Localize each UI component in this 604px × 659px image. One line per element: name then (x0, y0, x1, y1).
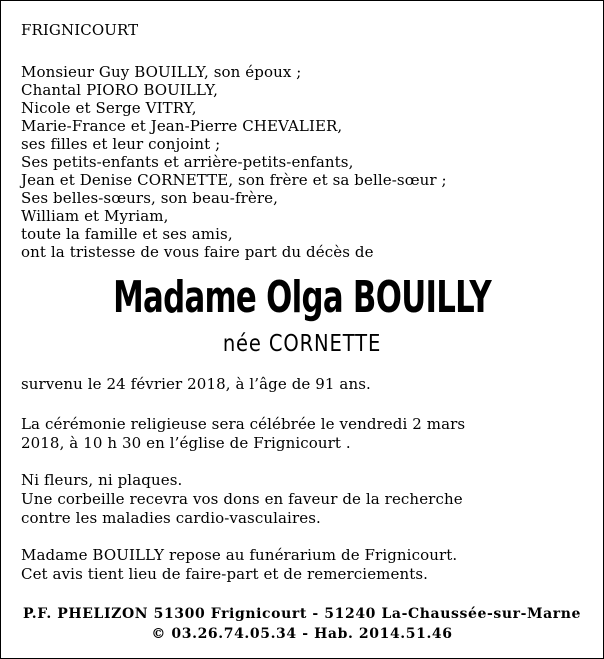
passing-date-text: survenu le 24 février 2018, à l’âge de 91 ans. (21, 375, 371, 393)
mourner-line: toute la famille et ses amis, (21, 225, 233, 243)
mourner-line: Jean et Denise CORNETTE, son frère et sa belle-sœur ; (21, 171, 447, 189)
mourner-line: ses filles et leur conjoint ; (21, 135, 221, 153)
ceremony-paragraph (21, 415, 583, 453)
deceased-name: Madame Olga BOUILLY (113, 272, 491, 323)
mourner-line: Monsieur Guy BOUILLY, son époux ; (21, 63, 302, 81)
passing-date (21, 375, 583, 394)
ceremony-line-2: 2018, à 10 h 30 en l’église de Frignicourt . (21, 434, 351, 452)
mourner-line: Nicole et Serge VITRY, (21, 99, 197, 117)
closing-paragraph (21, 546, 583, 584)
mourner-line: Chantal PIORO BOUILLY, (21, 81, 219, 99)
donations-line: Une corbeille recevra vos dons en faveur de la recherche (21, 490, 463, 508)
closing-line: Cet avis tient lieu de faire-part et de remerciements. (21, 565, 429, 583)
mourner-line: William et Myriam, (21, 207, 169, 225)
mourners-list (21, 63, 447, 261)
mourner-line: Ses petits-enfants et arrière-petits-enfants, (21, 153, 354, 171)
town-heading: FRIGNICOURT (21, 21, 139, 39)
funeral-home-address: P.F. PHELIZON 51300 Frignicourt - 51240 La-Chaussée-sur-Marne (22, 606, 582, 622)
donations-paragraph (21, 471, 583, 528)
closing-line: Madame BOUILLY repose au funérarium de Frignicourt. (21, 546, 458, 564)
maiden-name: née CORNETTE (222, 331, 382, 357)
mourner-line: ont la tristesse de vous faire part du décès de (21, 243, 374, 261)
funeral-home-phone: © 03.26.74.05.34 - Hab. 2014.51.46 (151, 626, 453, 642)
donations-line: Ni fleurs, ni plaques. (21, 471, 183, 489)
mourner-line: Marie-France et Jean-Pierre CHEVALIER, (21, 117, 343, 135)
mourner-line: Ses belles-sœurs, son beau-frère, (21, 189, 278, 207)
ceremony-line-1: La cérémonie religieuse sera célébrée le vendredi 2 mars (21, 415, 466, 433)
donations-line: contre les maladies cardio-vasculaires. (21, 509, 321, 527)
